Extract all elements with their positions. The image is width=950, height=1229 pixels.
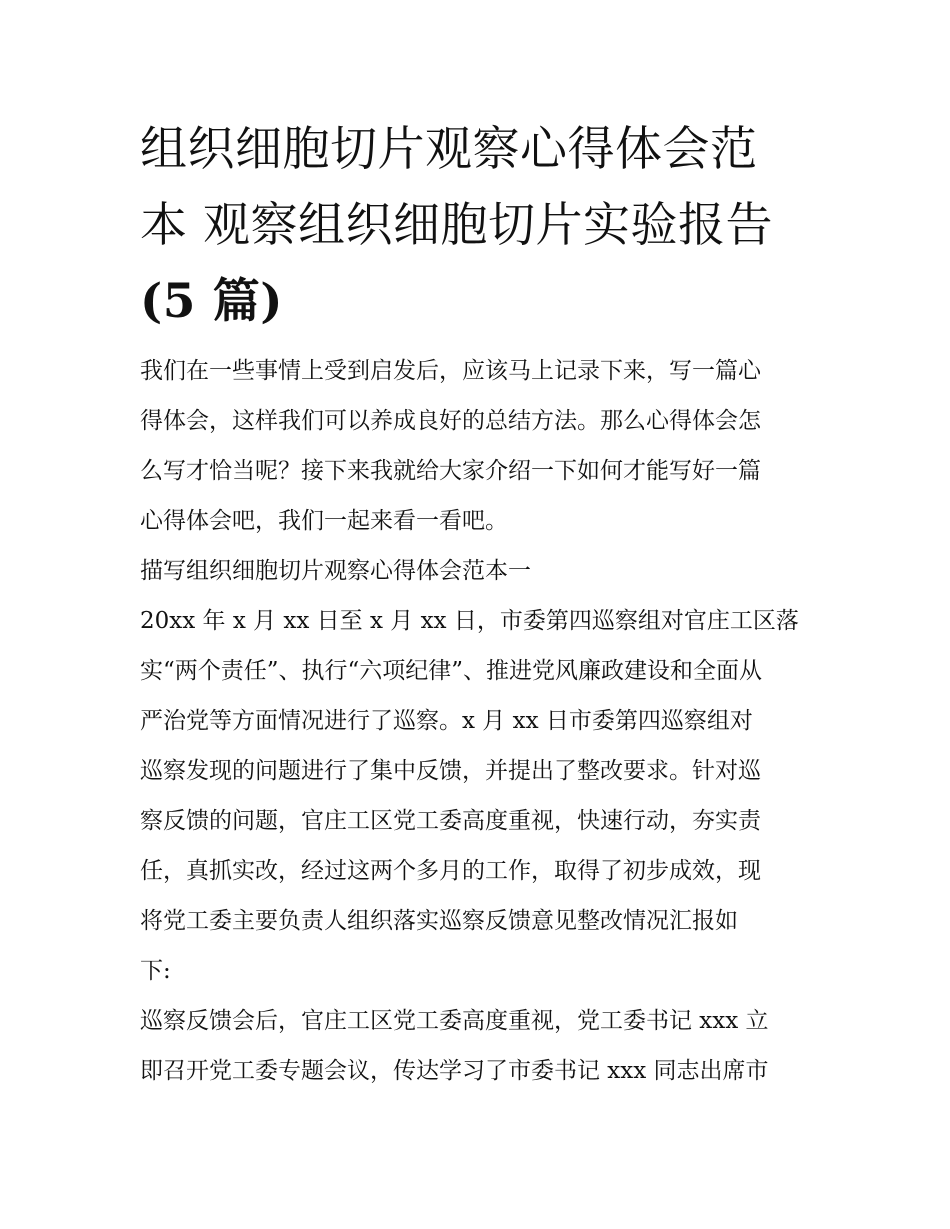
body-line-7: 实“两个责任”、执行“六项纪律”、推进党风廉政建设和全面从 [140, 658, 763, 684]
body-line-1: 我们在一些事情上受到启发后，应该马上记录下来，写一篇心 [140, 358, 761, 384]
body-line-8: 严治党等方面情况进行了巡察。x 月 xx 日市委第四巡察组对 [140, 708, 753, 734]
body-line-15: 即召开党工委专题会议，传达学习了市委书记 xxx 同志出席市 [140, 1058, 769, 1084]
document-page [140, 112, 812, 1096]
title-line-2: 本 观察组织细胞切片实验报告 [140, 198, 773, 253]
body-line-10: 察反馈的问题，官庄工区党工委高度重视，快速行动，夯实责 [140, 808, 761, 834]
body-line-12: 将党工委主要负责人组织落实巡察反馈意见整改情况汇报如 [140, 908, 738, 934]
body-line-6: 20xx 年 x 月 xx 日至 x 月 xx 日，市委第四巡察组对官庄工区落 [140, 608, 799, 634]
body-line-3: 么写才恰当呢？接下来我就给大家介绍一下如何才能写好一篇 [140, 458, 761, 484]
title-line-3: (5 篇) [140, 274, 284, 329]
body-line-9: 巡察发现的问题进行了集中反馈，并提出了整改要求。针对巡 [140, 758, 761, 784]
body-line-4: 心得体会吧，我们一起来看一看吧。 [140, 508, 508, 534]
body-line-2: 得体会，这样我们可以养成良好的总结方法。那么心得体会怎 [140, 408, 761, 434]
document-body [140, 346, 812, 1096]
body-line-13: 下: [140, 958, 171, 984]
section-heading: 描写组织细胞切片观察心得体会范本一 [140, 558, 531, 584]
title-line-1: 组织细胞切片观察心得体会范 [140, 122, 758, 177]
document-title [140, 112, 812, 340]
body-line-14: 巡察反馈会后，官庄工区党工委高度重视，党工委书记 xxx 立 [140, 1008, 769, 1034]
body-line-11: 任，真抓实改，经过这两个多月的工作，取得了初步成效，现 [140, 858, 761, 884]
